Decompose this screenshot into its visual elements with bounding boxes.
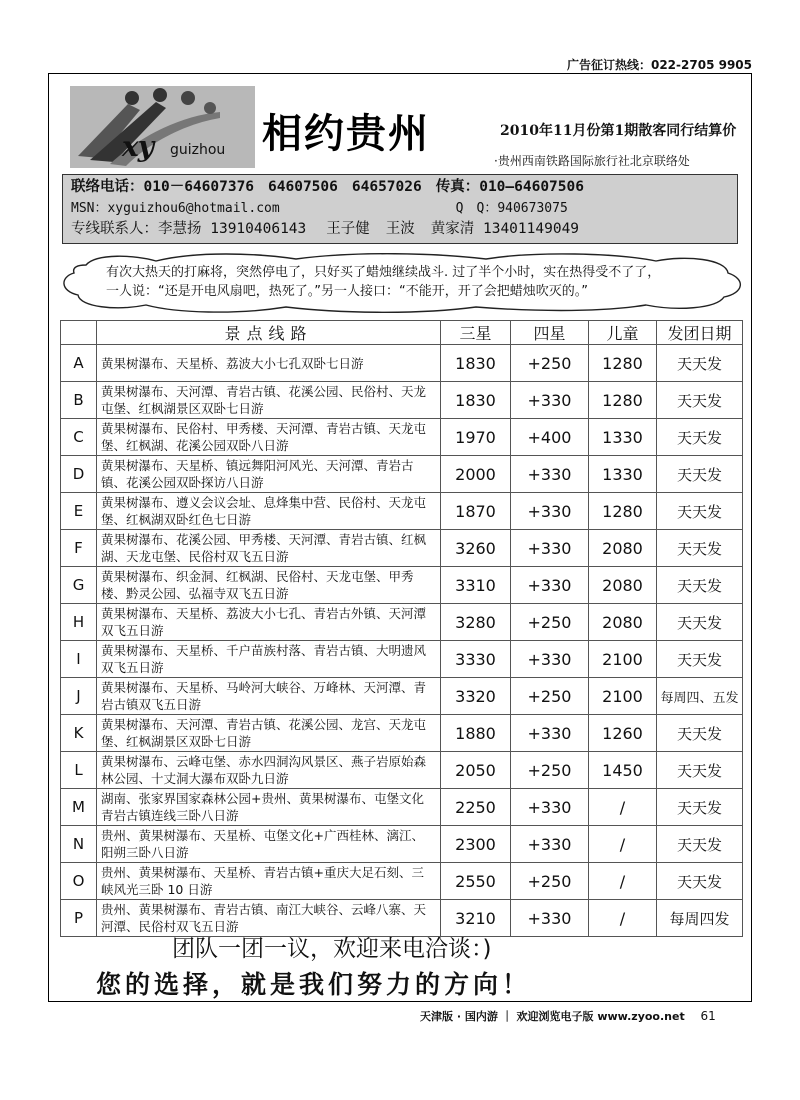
route-description: 黄果树瀑布、遵义会议会址、息烽集中营、民俗村、天龙屯堡、红枫湖双卧红色七日游: [97, 493, 441, 530]
departure-schedule: 天天发: [657, 826, 743, 863]
route-code: C: [61, 419, 97, 456]
header-route: 景点线路: [97, 321, 441, 345]
header-four-star: 四星: [511, 321, 589, 345]
price-four-star-extra: +330: [511, 641, 589, 678]
fax-number: 010—64607506: [479, 179, 584, 195]
price-three-star: 3280: [441, 604, 511, 641]
route-code: E: [61, 493, 97, 530]
bottom-rule: [48, 1001, 752, 1002]
qq-number: 940673075: [497, 201, 568, 216]
route-description: 黄果树瀑布、天河潭、青岩古镇、花溪公园、民俗村、天龙屯堡、红枫湖景区双卧七日游: [97, 382, 441, 419]
issue-title: 2010年11月份第1期散客同行结算价: [500, 123, 737, 139]
joke-line-2: 一人说：“还是开电风扇吧，热死了。”另一人接口：“不能开，开了会把蜡烛吹灭的。”: [106, 284, 588, 299]
route-description: 黄果树瀑布、云峰屯堡、赤水四洞沟风景区、燕子岩原始森林公园、十丈洞大瀑布双卧九日游: [97, 752, 441, 789]
contact-person-1: 李慧扬 13910406143: [158, 221, 307, 237]
departure-schedule: 天天发: [657, 604, 743, 641]
route-code: A: [61, 345, 97, 382]
qq-label: Q Q：: [455, 201, 498, 216]
logo-word: guizhou: [170, 142, 226, 158]
page-number: 61: [700, 1009, 716, 1023]
price-four-star-extra: +330: [511, 493, 589, 530]
route-code: F: [61, 530, 97, 567]
table-row: [61, 419, 743, 456]
phone-label: 联络电话：: [71, 179, 144, 195]
price-three-star: 2300: [441, 826, 511, 863]
departure-schedule: 天天发: [657, 456, 743, 493]
route-code: I: [61, 641, 97, 678]
table-row: [61, 493, 743, 530]
route-code: K: [61, 715, 97, 752]
ad-hotline: 广告征订热线：022-2705 9905: [566, 58, 752, 72]
msn-address: xyguizhou6@hotmail.com: [107, 201, 280, 216]
table-row: [61, 826, 743, 863]
joke-line-1: 有次大热天的打麻将，突然停电了，只好买了蜡烛继续战斗. 过了半个小时，实在热得受不了了，: [106, 265, 661, 280]
route-code: N: [61, 826, 97, 863]
route-description: 黄果树瀑布、天星桥、千户苗族村落、青岩古镇、大明遗风双飞五日游: [97, 641, 441, 678]
price-child: 2080: [589, 567, 657, 604]
route-code: J: [61, 678, 97, 715]
table-row: [61, 604, 743, 641]
departure-schedule: 天天发: [657, 789, 743, 826]
route-description: 贵州、黄果树瀑布、青岩古镇、南江大峡谷、云峰八寨、天河潭、民俗村双飞五日游: [97, 900, 441, 937]
price-three-star: 1880: [441, 715, 511, 752]
header-code: [61, 321, 97, 345]
price-three-star: 2050: [441, 752, 511, 789]
joke-cloud: [56, 251, 746, 315]
departure-schedule: 天天发: [657, 382, 743, 419]
price-four-star-extra: +330: [511, 567, 589, 604]
contact-msn-row: [71, 198, 729, 219]
departure-schedule: 每周四、五发: [657, 678, 743, 715]
route-code: P: [61, 900, 97, 937]
price-three-star: 3210: [441, 900, 511, 937]
departure-schedule: 天天发: [657, 567, 743, 604]
route-code: L: [61, 752, 97, 789]
price-three-star: 1830: [441, 382, 511, 419]
price-three-star: 1870: [441, 493, 511, 530]
header-departure: 发团日期: [657, 321, 743, 345]
footer-text: 天津版 · 国内游 ｜ 欢迎浏览电子版 www.zyoo.net: [420, 1010, 685, 1023]
contact-person-3: 王波: [385, 221, 415, 237]
route-code: M: [61, 789, 97, 826]
route-description: 黄果树瀑布、天河潭、青岩古镇、花溪公园、龙宫、天龙屯堡、红枫湖景区双卧七日游: [97, 715, 441, 752]
route-description: 黄果树瀑布、花溪公园、甲秀楼、天河潭、青岩古镇、红枫湖、天龙屯堡、民俗村双飞五日游: [97, 530, 441, 567]
table-body: [61, 345, 743, 937]
price-child: 1330: [589, 419, 657, 456]
price-three-star: 2250: [441, 789, 511, 826]
route-code: O: [61, 863, 97, 900]
table-row: [61, 567, 743, 604]
price-four-star-extra: +330: [511, 900, 589, 937]
route-code: H: [61, 604, 97, 641]
price-four-star-extra: +250: [511, 678, 589, 715]
route-description: 湖南、张家界国家森林公园+贵州、黄果树瀑布、屯堡文化青岩古镇连线三卧八日游: [97, 789, 441, 826]
route-description: 黄果树瀑布、天星桥、荔波大小七孔、青岩古外镇、天河潭双飞五日游: [97, 604, 441, 641]
price-child: 1450: [589, 752, 657, 789]
price-child: 1280: [589, 382, 657, 419]
price-three-star: 3260: [441, 530, 511, 567]
price-four-star-extra: +250: [511, 345, 589, 382]
contact-person-4: 黄家清 13401149049: [430, 221, 580, 237]
contact-box: [62, 174, 738, 244]
price-child: /: [589, 789, 657, 826]
departure-schedule: 天天发: [657, 863, 743, 900]
price-four-star-extra: +250: [511, 752, 589, 789]
contact-phone-row: [71, 177, 729, 198]
departure-schedule: 每周四发: [657, 900, 743, 937]
logo-letters: xy: [122, 130, 153, 163]
msn-label: MSN：: [71, 201, 108, 216]
price-three-star: 3320: [441, 678, 511, 715]
table-row: [61, 863, 743, 900]
table-row: [61, 456, 743, 493]
route-code: B: [61, 382, 97, 419]
price-child: 2080: [589, 530, 657, 567]
price-three-star: 1970: [441, 419, 511, 456]
route-description: 黄果树瀑布、民俗村、甲秀楼、天河潭、青岩古镇、天龙屯堡、红枫湖、花溪公园双卧八日游: [97, 419, 441, 456]
phone-2: 64607506: [268, 179, 338, 195]
price-three-star: 1830: [441, 345, 511, 382]
price-four-star-extra: +330: [511, 789, 589, 826]
company-logo: [70, 86, 255, 168]
price-three-star: 3310: [441, 567, 511, 604]
price-child: 1260: [589, 715, 657, 752]
price-four-star-extra: +330: [511, 530, 589, 567]
price-four-star-extra: +330: [511, 826, 589, 863]
price-child: 2100: [589, 641, 657, 678]
price-four-star-extra: +400: [511, 419, 589, 456]
price-child: /: [589, 900, 657, 937]
departure-schedule: 天天发: [657, 419, 743, 456]
contact-person-2: 王子健: [326, 221, 370, 237]
price-three-star: 2550: [441, 863, 511, 900]
route-code: D: [61, 456, 97, 493]
table-row: [61, 530, 743, 567]
table-row: [61, 752, 743, 789]
table-row: [61, 382, 743, 419]
route-code: G: [61, 567, 97, 604]
departure-schedule: 天天发: [657, 345, 743, 382]
route-description: 黄果树瀑布、天星桥、镇远舞阳河风光、天河潭、青岩古镇、花溪公园双卧探访八日游: [97, 456, 441, 493]
price-child: 2100: [589, 678, 657, 715]
page-footer: [420, 1008, 716, 1024]
departure-schedule: 天天发: [657, 641, 743, 678]
closing-slogan: 您的选择，就是我们努力的方向！: [96, 970, 532, 999]
fax-label: 传真：: [435, 179, 480, 195]
header-three-star: 三星: [441, 321, 511, 345]
departure-schedule: 天天发: [657, 493, 743, 530]
route-price-table: [60, 320, 743, 937]
agency-name: ·贵州西南铁路国际旅行社北京联络处: [494, 154, 690, 168]
price-three-star: 2000: [441, 456, 511, 493]
route-description: 黄果树瀑布、天星桥、荔波大小七孔双卧七日游: [97, 345, 441, 382]
brand-title: 相约贵州: [262, 110, 430, 157]
price-four-star-extra: +330: [511, 715, 589, 752]
contact-people-row: [71, 219, 729, 240]
departure-schedule: 天天发: [657, 752, 743, 789]
price-four-star-extra: +330: [511, 456, 589, 493]
route-description: 贵州、黄果树瀑布、天星桥、屯堡文化+广西桂林、漓江、阳朔三卧八日游: [97, 826, 441, 863]
table-row: [61, 789, 743, 826]
phone-1: 010－64607376: [143, 179, 255, 195]
price-child: /: [589, 826, 657, 863]
table-row: [61, 715, 743, 752]
price-four-star-extra: +250: [511, 604, 589, 641]
line-contact-label: 专线联系人：: [71, 221, 158, 237]
price-child: 1280: [589, 493, 657, 530]
price-child: 2080: [589, 604, 657, 641]
route-description: 黄果树瀑布、天星桥、马岭河大峡谷、万峰林、天河潭、青岩古镇双飞五日游: [97, 678, 441, 715]
phone-3: 64657026: [351, 179, 422, 195]
departure-schedule: 天天发: [657, 715, 743, 752]
table-row: [61, 641, 743, 678]
price-three-star: 3330: [441, 641, 511, 678]
table-header-row: [61, 321, 743, 345]
route-description: 黄果树瀑布、织金洞、红枫湖、民俗村、天龙屯堡、甲秀楼、黔灵公园、弘福寺双飞五日游: [97, 567, 441, 604]
table-row: [61, 345, 743, 382]
price-four-star-extra: +250: [511, 863, 589, 900]
price-child: 1280: [589, 345, 657, 382]
table-row: [61, 678, 743, 715]
route-description: 贵州、黄果树瀑布、天星桥、青岩古镇+重庆大足石刻、三峡风光三卧 10 日游: [97, 863, 441, 900]
header-child: 儿童: [589, 321, 657, 345]
price-four-star-extra: +330: [511, 382, 589, 419]
departure-schedule: 天天发: [657, 530, 743, 567]
price-child: 1330: [589, 456, 657, 493]
group-slogan: 团队一团一议，欢迎来电洽谈：): [172, 936, 492, 962]
price-child: /: [589, 863, 657, 900]
logo-swoosh-icon: [70, 86, 255, 168]
